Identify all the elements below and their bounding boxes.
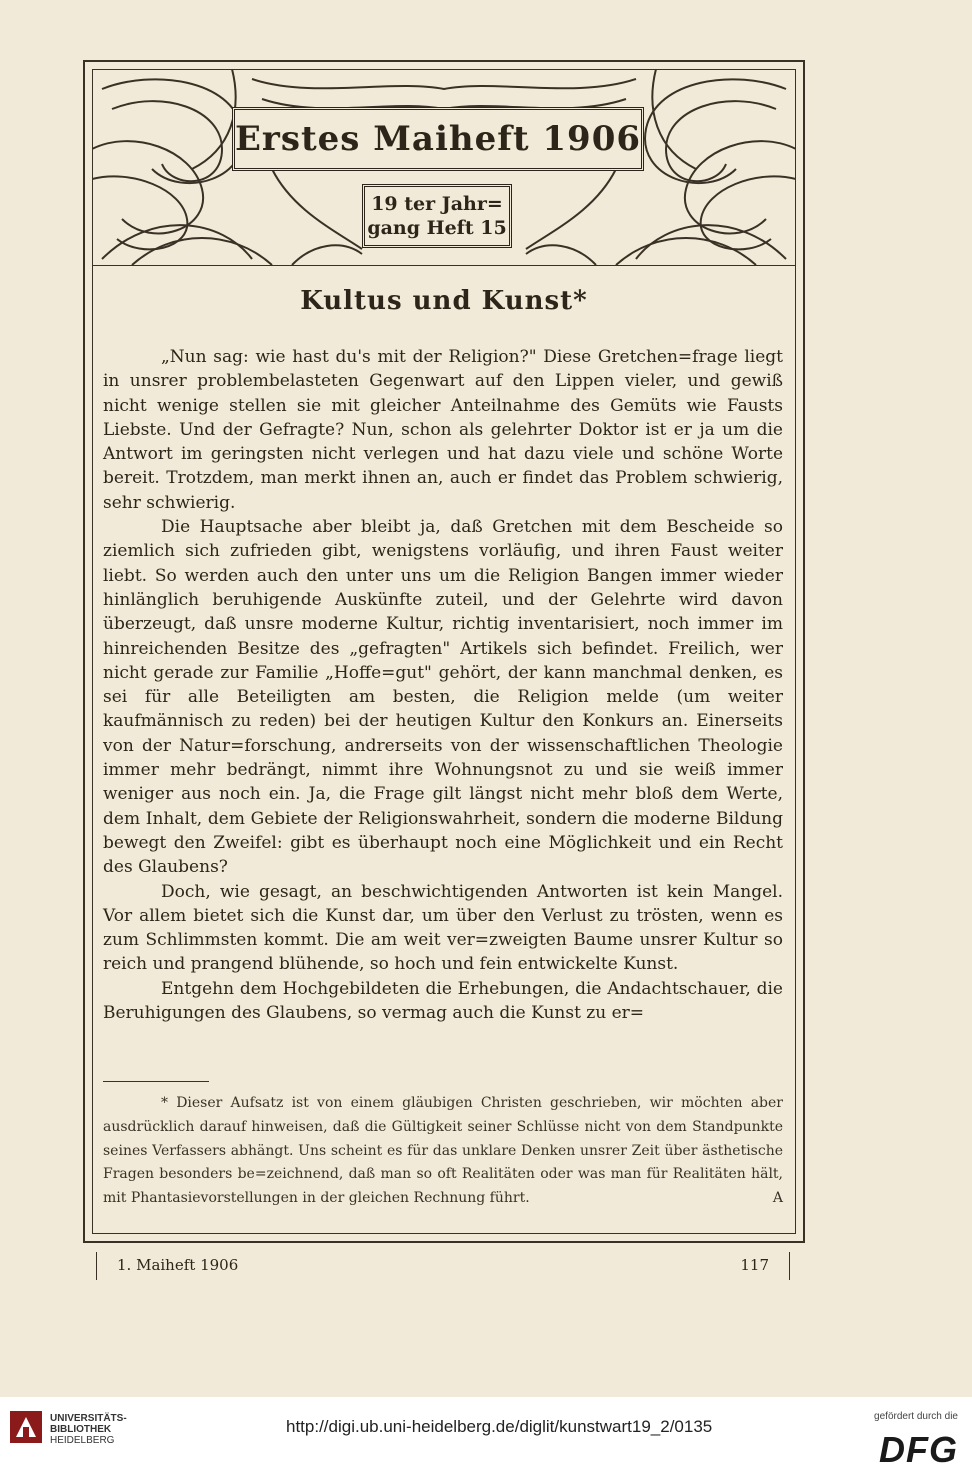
source-url[interactable]: http://digi.ub.uni-heidelberg.de/diglit/kunstwart19_2/0135 bbox=[286, 1417, 713, 1436]
footnote-text: * Dieser Aufsatz ist von einem gläubigen Christen geschrieben, wir möchten aber ausdrücklich darauf hinweisen, daß die Gültigkeit seiner Schlüsse nicht von dem Standpunkte seines Verfassers abhängt. Uns scheint es für das unklare Denken unsrer Zeit über ästhetische Fragen besonders be=zeichnend, daß man so oft Realitäten oder was man für Realitäten hält, mit Phantasievorstellungen in der gleichen Rechnung führt. bbox=[103, 1095, 783, 1207]
page-folio bbox=[96, 1252, 790, 1280]
folio-issue: 1. Maiheft 1906 bbox=[117, 1256, 239, 1274]
issue-title-box bbox=[232, 107, 644, 171]
issue-line-2: gang Heft 15 bbox=[367, 217, 507, 239]
issue-number-box bbox=[362, 184, 512, 248]
footnote bbox=[103, 1092, 783, 1211]
issue-title: Erstes Maiheft 1906 bbox=[235, 119, 642, 159]
footnote-signature: A bbox=[772, 1190, 783, 1207]
library-name: UNIVERSITÄTS- BIBLIOTHEK HEIDELBERG bbox=[50, 1413, 127, 1446]
funded-by-label: gefördert durch die bbox=[874, 1411, 958, 1422]
footnote-rule bbox=[103, 1081, 209, 1082]
paragraph-1: „Nun sag: wie hast du's mit der Religion?" Diese Gretchen=frage liegt in unsrer problembelasteten Gegenwart auf den Lippen vieler, und gewiß nicht wenige stellen sie mit gleicher Anteilnahme des Gemüts wie Fausts Liebste. Und der Gefragte? Nun, schon als gelehrter Doktor ist er ja um die Antwort im geringsten nicht verlegen und hat dazu viele und schöne Worte bereit. Trotzdem, man merkt ihnen an, auch er findet das Problem schwierig, sehr schwierig. bbox=[103, 347, 783, 513]
university-library-logo-icon bbox=[8, 1409, 44, 1445]
paragraph-2: Die Hauptsache aber bleibt ja, daß Gretchen mit dem Bescheide so ziemlich sich zufrieden gibt, wenigstens vorläufig, und ihren Faust weiter liebt. So werden auch den unter uns um die Religion Bangen immer wieder hinlänglich beruhigende Auskünfte zuteil, und der Gelehrte wird davon überzeugt, daß unsre moderne Kultur, richtig inventarisiert, noch immer im hinreichenden Besitze des „gefragten" Artikels sich befindet. Freilich, wer nicht gerade zur Familie „Hoffe=gut" gehört, der kann manchmal denken, es sei für alle Beteiligten am besten, die Religion melde (um weiter kaufmännisch zu reden) bei der heutigen Kultur den Konkurs an. Einerseits von der Natur=forschung, andrerseits von der wissenschaftlichen Theologie immer mehr bedrängt, nimmt ihre Wohnungsnot zu und sie weiß immer weniger aus noch ein. Ja, die Frage gilt längst nicht mehr bloß dem Werte, dem Inhalt, dem Gebiete der Religionswahrheit, sondern die moderne Bildung bewegt den Zweifel: gibt es überhaupt noch eine Möglichkeit und ein Recht des Glaubens? bbox=[103, 517, 783, 878]
paragraph-4: Entgehn dem Hochgebildeten die Erhebungen, die Andachtschauer, die Beruhigungen des Glaubens, so vermag auch die Kunst zu er= bbox=[103, 978, 783, 1024]
article-title: Kultus und Kunst* bbox=[300, 286, 588, 316]
paragraph-3: Doch, wie gesagt, an beschwichtigenden Antworten ist kein Mangel. Vor allem bietet sich die Kunst dar, um über den Verlust zu trösten, wenn es zum Schlimmsten kommt. Die am weit ver=zweigten Baume unsrer Kultur so reich und prangend blühende, so hoch und fein entwickelte Kunst. bbox=[103, 881, 783, 975]
dfg-logo: DFG bbox=[879, 1429, 958, 1470]
page-number: 117 bbox=[740, 1256, 769, 1274]
issue-line-1: 19 ter Jahr= bbox=[371, 193, 503, 215]
digitization-footer bbox=[0, 1397, 972, 1473]
article-body bbox=[103, 345, 783, 1025]
